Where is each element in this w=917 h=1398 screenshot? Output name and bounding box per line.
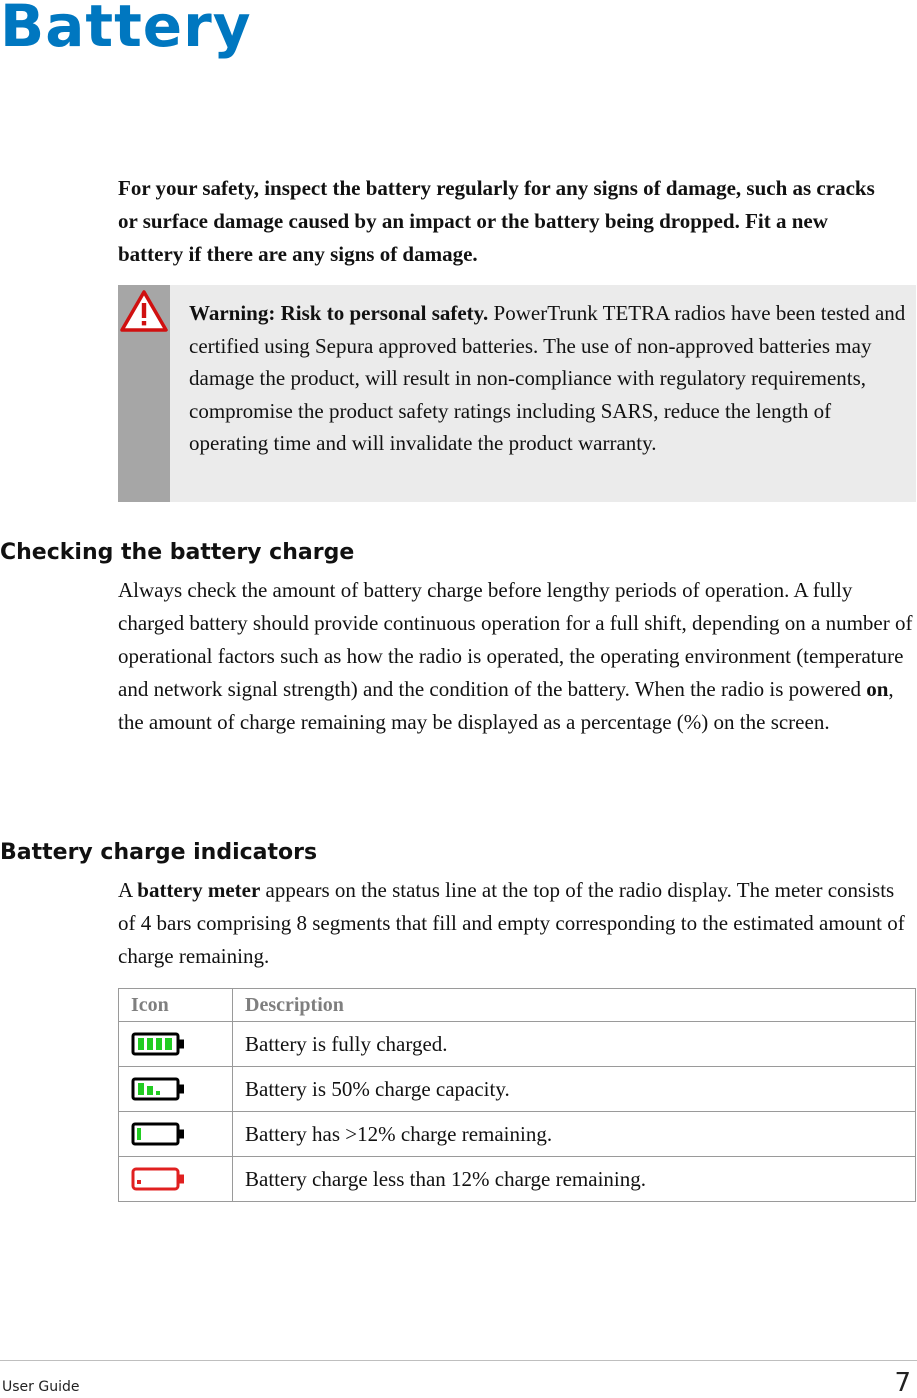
row-description: Battery is fully charged.	[233, 1022, 916, 1067]
indicators-text-a: A	[118, 878, 138, 902]
warning-text	[189, 297, 914, 460]
page-title: Battery	[0, 0, 252, 60]
checking-charge-paragraph	[118, 574, 913, 739]
header-icon: Icon	[119, 989, 233, 1022]
table-header-row	[119, 989, 916, 1022]
battery-critical-icon	[131, 1167, 187, 1191]
warning-strip	[118, 285, 170, 502]
header-description: Description	[233, 989, 916, 1022]
row-description: Battery has >12% charge remaining.	[233, 1112, 916, 1157]
table-row	[119, 1022, 916, 1067]
battery-icons-table	[118, 988, 916, 1202]
charge-bold-on: on	[866, 677, 889, 701]
safety-intro: For your safety, inspect the battery regularly for any signs of damage, such as cracks or surface damage caused by an impact or the battery being dropped. Fit a new battery if there are any signs of damage.	[118, 176, 875, 266]
row-description: Battery is 50% charge capacity.	[233, 1067, 916, 1112]
indicators-text-b: appears on the status line at the top of the radio display. The meter consists of 4 bars comprising 8 segments that fill and empty corresponding to the estimated amount of charge remaining.	[118, 878, 905, 968]
page-number: 7	[894, 1368, 911, 1398]
icon-cell	[119, 1157, 233, 1202]
warning-label: Warning: Risk to personal safety.	[189, 301, 489, 325]
table-row	[119, 1112, 916, 1157]
battery-meter-term: battery meter	[137, 878, 261, 902]
battery-half-icon	[131, 1077, 187, 1101]
row-description: Battery charge less than 12% charge remaining.	[233, 1157, 916, 1202]
table-row	[119, 1067, 916, 1112]
warning-body: PowerTrunk TETRA radios have been tested and certified using Sepura approved batteries. The use of non-approved batteries may damage the product, will result in non-compliance with regulatory requirements, compromise the product safety ratings including SARS, reduce the length of operating time and will invalidate the product warranty.	[189, 301, 906, 455]
table-row	[119, 1157, 916, 1202]
heading-checking-charge: Checking the battery charge	[0, 540, 355, 565]
icon-cell	[119, 1112, 233, 1157]
footer-guide-label: User Guide	[2, 1379, 80, 1395]
warning-triangle-icon	[120, 289, 168, 333]
charge-text-before: Always check the amount of battery charge before lengthy periods of operation. A fully charged battery should provide continuous operation for a full shift, depending on a number of operational factors such as how the radio is operated, the operating environment (temperature and network signal strength) and the condition of the battery. When the radio is powered	[118, 578, 913, 701]
icon-cell	[119, 1067, 233, 1112]
footer-divider	[0, 1360, 917, 1361]
charge-text-after: , the amount of charge remaining may be displayed as a percentage (%) on the screen.	[118, 677, 894, 734]
heading-charge-indicators: Battery charge indicators	[0, 840, 318, 865]
warning-box	[118, 285, 916, 502]
indicators-paragraph	[118, 874, 913, 973]
battery-low-icon	[131, 1122, 187, 1146]
icon-cell	[119, 1022, 233, 1067]
battery-full-icon	[131, 1032, 187, 1056]
